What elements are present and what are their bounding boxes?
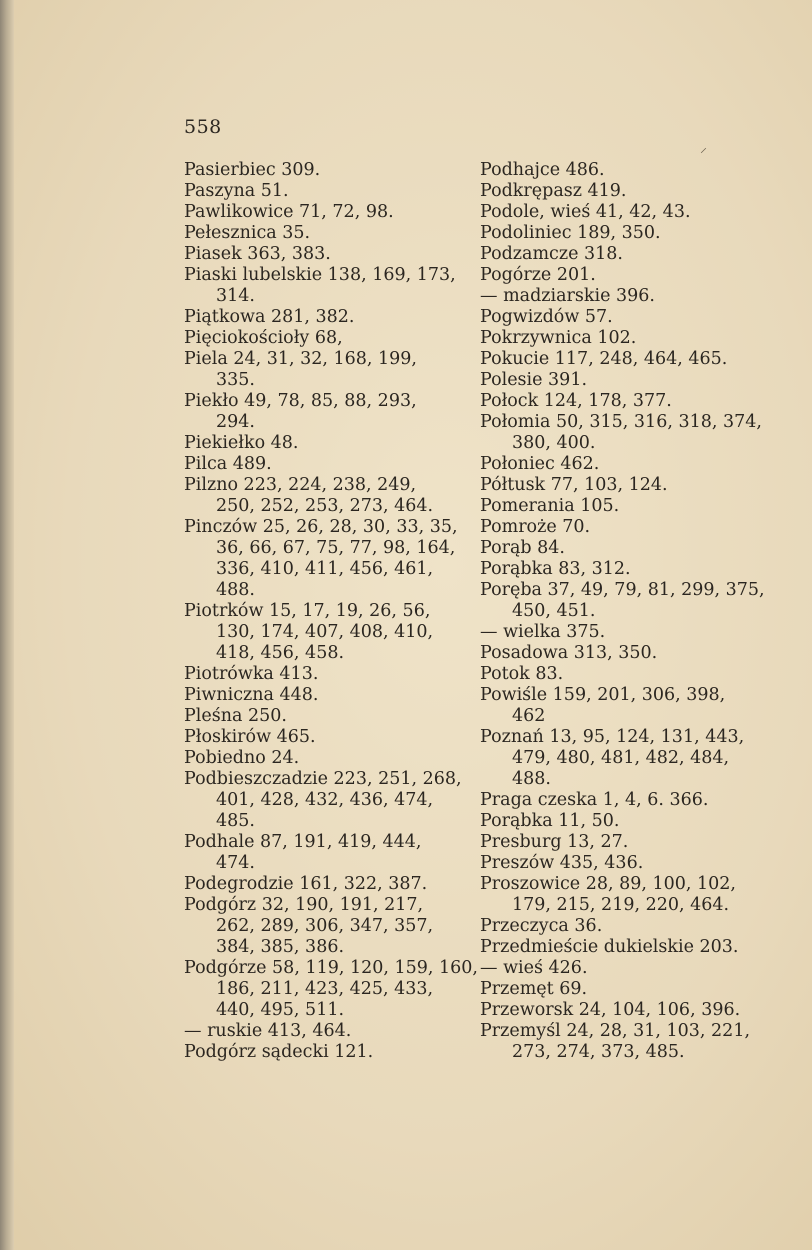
index-entry <box>480 1021 760 1063</box>
index-entry <box>480 832 760 853</box>
index-entry-line: Porąbka 83, 312. <box>480 559 631 579</box>
index-entry <box>480 370 760 391</box>
index-entry-line: Półtusk 77, 103, 124. <box>480 475 668 495</box>
index-entry-line: Potok 83. <box>480 664 564 684</box>
index-entry-line: Pasierbiec 309. <box>184 160 321 180</box>
page-number: 558 <box>184 116 222 138</box>
index-entry-line: Piotrówka 413. <box>184 664 319 684</box>
index-entry <box>184 433 464 454</box>
index-entry <box>480 160 760 181</box>
index-entry-line: Piela 24, 31, 32, 168, 199, <box>184 349 417 369</box>
index-entry <box>480 349 760 370</box>
index-entry <box>184 517 464 601</box>
index-entry-line: Porąb 84. <box>480 538 565 558</box>
index-entry-line: Podhale 87, 191, 419, 444, <box>184 832 422 852</box>
index-entry-continuation: 130, 174, 407, 408, 410, <box>216 622 434 642</box>
index-entry-continuation: 36, 66, 67, 75, 77, 98, 164, <box>216 538 456 558</box>
index-entry-line: Piątkowa 281, 382. <box>184 307 355 327</box>
index-entry-line: Presburg 13, 27. <box>480 832 629 852</box>
index-entry-line: Przemyśl 24, 28, 31, 103, 221, <box>480 1021 751 1041</box>
index-entry-line: Przemęt 69. <box>480 979 588 999</box>
index-entry <box>480 559 760 580</box>
index-entry <box>480 937 760 958</box>
index-entry-line: Podegrodzie 161, 322, 387. <box>184 874 428 894</box>
index-entry <box>184 454 464 475</box>
index-entry <box>480 454 760 475</box>
index-entry-line: Podgórz 32, 190, 191, 217, <box>184 895 424 915</box>
index-entry-line: Pilzno 223, 224, 238, 249, <box>184 475 417 495</box>
index-entry <box>184 328 464 349</box>
index-entry-line: Piasek 363, 383. <box>184 244 331 264</box>
index-entry-line: Piekło 49, 78, 85, 88, 293, <box>184 391 417 411</box>
index-entry-line: Poręba 37, 49, 79, 81, 299, 375, <box>480 580 765 600</box>
index-entry-line: Pobiedno 24. <box>184 748 300 768</box>
index-entry-line: Podole, wieś 41, 42, 43. <box>480 202 691 222</box>
index-entry-continuation: 336, 410, 411, 456, 461, <box>216 559 434 579</box>
index-entry <box>480 244 760 265</box>
index-entry <box>184 223 464 244</box>
index-entry-line: Przeworsk 24, 104, 106, 396. <box>480 1000 741 1020</box>
index-entry-line: Pogórze 201. <box>480 265 596 285</box>
index-entry-line: Piaski lubelskie 138, 169, 173, <box>184 265 456 285</box>
index-entry-continuation: 384, 385, 386. <box>216 937 345 957</box>
index-entry <box>480 286 760 307</box>
index-entry-line: Porąbka 11, 50. <box>480 811 620 831</box>
index-entry-line: Podoliniec 189, 350. <box>480 223 661 243</box>
index-entry-continuation: 262, 289, 306, 347, 357, <box>216 916 434 936</box>
index-entry <box>184 307 464 328</box>
index-entry-line: Połomia 50, 315, 316, 318, 374, <box>480 412 762 432</box>
index-entry-line: Podzamcze 318. <box>480 244 623 264</box>
index-entry-line: Pawlikowice 71, 72, 98. <box>184 202 394 222</box>
index-entry-line: — wieś 426. <box>480 958 588 978</box>
index-entry-line: Piekiełko 48. <box>184 433 299 453</box>
index-entry <box>480 412 760 454</box>
index-entry-line: Pełesznica 35. <box>184 223 311 243</box>
index-entry <box>480 517 760 538</box>
index-entry-line: — wielka 375. <box>480 622 606 642</box>
index-entry-continuation: 440, 495, 511. <box>216 1000 345 1020</box>
book-spine-edge <box>0 0 14 1250</box>
index-entry <box>184 1042 464 1063</box>
index-entry-line: Powiśle 159, 201, 306, 398, <box>480 685 726 705</box>
index-entry-continuation: 450, 451. <box>512 601 596 621</box>
ink-speck-mark: ⸝ <box>700 140 707 156</box>
index-entry <box>184 391 464 433</box>
index-entry <box>184 202 464 223</box>
index-entry <box>184 685 464 706</box>
index-entry-line: Praga czeska 1, 4, 6. 366. <box>480 790 709 810</box>
index-entry <box>184 664 464 685</box>
index-entry-line: Poznań 13, 95, 124, 131, 443, <box>480 727 745 747</box>
index-entry <box>480 496 760 517</box>
index-entry <box>480 643 760 664</box>
index-entry-line: Przedmieście dukielskie 203. <box>480 937 739 957</box>
index-entry-line: Piotrków 15, 17, 19, 26, 56, <box>184 601 431 621</box>
index-entry <box>480 853 760 874</box>
index-column-left <box>184 160 478 1063</box>
index-entry-line: Polesie 391. <box>480 370 588 390</box>
index-entry <box>480 811 760 832</box>
index-entry <box>184 769 464 832</box>
index-entry <box>480 1000 760 1021</box>
index-entry <box>184 895 464 958</box>
index-entry-line: Pięciokościoły 68, <box>184 328 343 348</box>
index-entry <box>480 328 760 349</box>
index-entry <box>480 580 765 622</box>
index-entry-line: Pogwizdów 57. <box>480 307 613 327</box>
index-entry-line: Pokucie 117, 248, 464, 465. <box>480 349 728 369</box>
index-entry <box>184 160 464 181</box>
index-entry-line: Pomerania 105. <box>480 496 620 516</box>
index-entry-continuation: 488. <box>512 769 551 789</box>
index-entry-continuation: 335. <box>216 370 255 390</box>
index-entry-continuation: 294. <box>216 412 255 432</box>
index-entry-continuation: 186, 211, 423, 425, 433, <box>216 979 434 999</box>
index-entry-line: — madziarskie 396. <box>480 286 655 306</box>
index-entry <box>480 622 760 643</box>
index-entry <box>184 874 464 895</box>
index-entry <box>480 265 760 286</box>
index-entry-line: Posadowa 313, 350. <box>480 643 658 663</box>
index-entry-line: Pomroże 70. <box>480 517 591 537</box>
index-entry <box>480 307 760 328</box>
index-entry-continuation: 250, 252, 253, 273, 464. <box>216 496 434 516</box>
index-entry <box>480 538 760 559</box>
index-entry <box>184 958 478 1021</box>
index-entry <box>184 244 464 265</box>
index-entry-line: Preszów 435, 436. <box>480 853 644 873</box>
index-entry <box>184 601 464 664</box>
index-entry <box>480 979 760 1000</box>
index-entry-line: Proszowice 28, 89, 100, 102, <box>480 874 736 894</box>
index-entry <box>184 1021 464 1042</box>
index-entry-line: Podkrępasz 419. <box>480 181 627 201</box>
index-entry-line: Pokrzywnica 102. <box>480 328 637 348</box>
index-entry-line: Pilca 489. <box>184 454 272 474</box>
index-entry-line: Płoskirów 465. <box>184 727 316 747</box>
index-column-right <box>480 160 765 1063</box>
index-entry <box>480 874 760 916</box>
index-entry-line: Podgórz sądecki 121. <box>184 1042 374 1062</box>
index-entry <box>480 916 760 937</box>
index-entry <box>480 685 760 727</box>
index-entry-continuation: 380, 400. <box>512 433 596 453</box>
index-entry <box>184 265 464 307</box>
index-entry <box>184 832 464 874</box>
index-entry <box>184 748 464 769</box>
index-entry-line: Pleśna 250. <box>184 706 287 726</box>
index-entry <box>184 181 464 202</box>
index-entry <box>480 664 760 685</box>
index-entry-line: Podhajce 486. <box>480 160 605 180</box>
index-entry <box>184 349 464 391</box>
index-entry-continuation: 488. <box>216 580 255 600</box>
index-entry-line: Połock 124, 178, 377. <box>480 391 672 411</box>
index-entry <box>480 181 760 202</box>
index-entry <box>480 958 760 979</box>
index-entry-continuation: 474. <box>216 853 255 873</box>
index-entry <box>184 475 464 517</box>
index-entry-continuation: 273, 274, 373, 485. <box>512 1042 685 1062</box>
index-entry-line: Podgórze 58, 119, 120, 159, 160, <box>184 958 478 978</box>
index-entry <box>184 706 464 727</box>
index-entry-line: Piwniczna 448. <box>184 685 319 705</box>
index-entry-continuation: 179, 215, 219, 220, 464. <box>512 895 730 915</box>
index-entry <box>480 790 760 811</box>
index-entry <box>184 727 464 748</box>
index-entry <box>480 475 760 496</box>
index-entry-continuation: 479, 480, 481, 482, 484, <box>512 748 730 768</box>
index-entry-continuation: 462 <box>512 706 546 726</box>
index-entry-line: Podbieszczadzie 223, 251, 268, <box>184 769 462 789</box>
index-entry-continuation: 418, 456, 458. <box>216 643 345 663</box>
index-entry-line: — ruskie 413, 464. <box>184 1021 352 1041</box>
index-entry-continuation: 401, 428, 432, 436, 474, <box>216 790 434 810</box>
index-entry-line: Przeczyca 36. <box>480 916 603 936</box>
index-entry <box>480 727 760 790</box>
index-entry-line: Pinczów 25, 26, 28, 30, 33, 35, <box>184 517 458 537</box>
index-entry-continuation: 314. <box>216 286 255 306</box>
index-entry <box>480 202 760 223</box>
index-entry <box>480 223 760 244</box>
index-entry-continuation: 485. <box>216 811 255 831</box>
index-entry-line: Paszyna 51. <box>184 181 289 201</box>
index-entry <box>480 391 760 412</box>
index-entry-line: Połoniec 462. <box>480 454 600 474</box>
